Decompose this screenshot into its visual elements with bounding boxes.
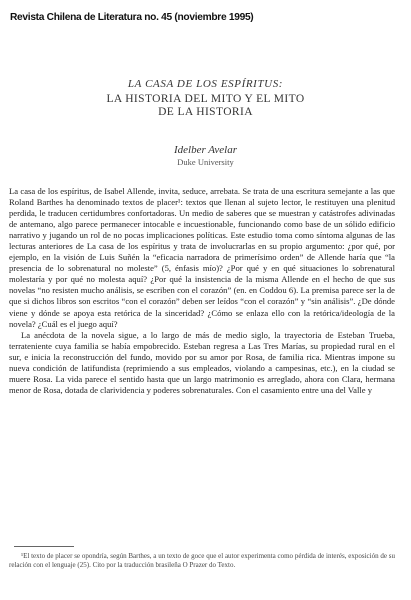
title-line-3: DE LA HISTORIA	[158, 106, 253, 118]
footnote-rule	[14, 546, 74, 547]
body-paragraph-1: La casa de los espíritus, de Isabel Allende, invita, seduce, arrebata. Se trata de una escritura semejante a las que Roland Barthes ha denominado textos de placer¹: textos que llenan al sujeto lector, le restituyen una plenitud perdida, le traducen certidumbres confortadoras. Un medio de saberes que se muestran y catástrofes adivinadas de antemano, algo parece permanecer intocable e incuestionable, funcionando como base de un sólido edificio narrativo y jugando un rol de no pocas implicaciones políticas. Este estudio toma como síntoma algunas de las lecturas anteriores de La casa de los espíritus y trata de involucrarlas en su propio argumento: ¿por qué, por ejemplo, en la visión de Luis Suñén la “eficacia narradora de primerísimo orden” de Allende haría que “la presencia de lo sobrenatural no moleste” (5, énfasis mío)? ¿Por qué y en qué situaciones lo sobrenatural molestaría y por qué no molesta aquí? ¿Por qué la insistencia de la misma Allende en el hecho de que sus novelas “no resisten mucho análisis, se escriben con el corazón” (en. en Coddou 6). La premisa parece ser la de que si dichos libros son escritos “con el corazón” deben ser leídos “con el corazón” y “sin análisis”. ¿De dónde viene y dónde se apoya esta retórica de la sinceridad? ¿Cómo se enlaza ello con la retórica/ideología de la novela? ¿Cuál es el juego aquí?	[9, 186, 395, 329]
body-text	[9, 186, 395, 396]
journal-header: Revista Chilena de Literatura no. 45 (noviembre 1995)	[10, 12, 254, 23]
author-name: Idelber Avelar	[173, 144, 238, 156]
body-paragraph-2: La anécdota de la novela sigue, a lo largo de más de medio siglo, la trayectoria de Esteban Trueba, terrateniente cuya familia se había empobrecido. Esteban regresa a Las Tres Marías, su propiedad rural en el sur, e inicia la reconstrucción del fundo, movido por su amor por Rosa, de familia rica. Mientras impone su nueva condición de latifundista (reprimiendo a sus empleados, violando a campesinas, etc.), en la ciudad se muere Rosa. La vida parece el sentido hasta que un largo matrimonio es arreglado, ahora con Clara, hermana menor de Rosa, dotada de clarividencia y poderes sobrenaturales. Con el casamiento entre una del Valle y	[9, 329, 395, 395]
footnote	[9, 552, 395, 570]
article-title	[0, 78, 411, 119]
author-block	[0, 144, 411, 167]
title-line-2: LA HISTORIA DEL MITO Y EL MITO	[106, 93, 305, 105]
footnote-text: ¹El texto de placer se opondría, según Barthes, a un texto de goce que el autor experimenta como pérdida de interés, exposición de su relación con el lenguaje (25). Cito por la traducción brasileña O Prazer do Texto.	[9, 552, 395, 569]
author-affiliation: Duke University	[177, 157, 234, 167]
title-italic-line: LA CASA DE LOS ESPÍRITUS:	[127, 78, 284, 90]
